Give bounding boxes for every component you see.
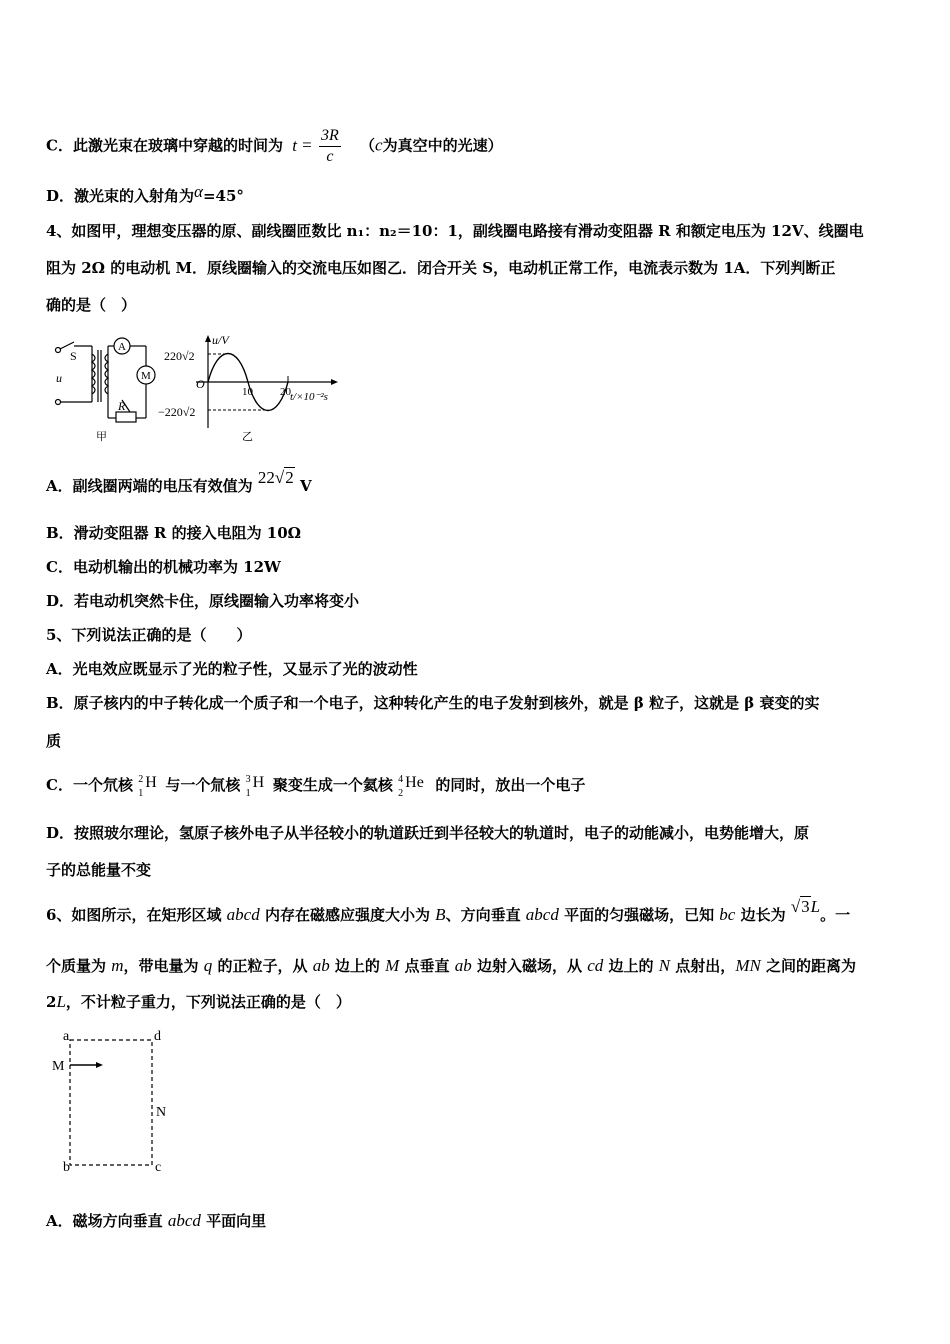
q5-option-d-line-2: 子的总能量不变 <box>46 861 152 879</box>
q6-field-symbol: B <box>435 905 446 924</box>
corner-d: d <box>154 1029 161 1044</box>
deuterium-symbol: H <box>145 774 157 791</box>
helium-symbol: He <box>405 774 424 791</box>
tritium-nuclide <box>245 774 268 799</box>
q3-option-c-label: C．此激光束在玻璃中穿越的时间为 <box>46 136 283 155</box>
q6-charge-symbol: q <box>203 956 213 975</box>
q6-text: 内存在磁感应强度大小为 <box>259 906 436 924</box>
figure-yi-label: 乙 <box>242 431 253 443</box>
figure-jia-label: 甲 <box>96 431 107 443</box>
tritium-symbol: H <box>252 774 265 791</box>
q5-option-c <box>46 774 586 799</box>
sqrt-radicand: 2 <box>285 468 294 487</box>
time-symbol: t <box>292 135 297 155</box>
q6-abcd: abcd <box>226 905 260 924</box>
q6-ab: ab <box>312 956 330 975</box>
q6-option-a-text: 平面向里 <box>200 1212 267 1230</box>
point-m: M <box>52 1059 65 1074</box>
alpha-symbol: α <box>194 182 203 201</box>
corner-c: c <box>155 1160 162 1175</box>
q6-option-a <box>46 1211 266 1231</box>
motor-label: M <box>141 370 151 382</box>
q3-option-d-label: D．激光束的入射角为 <box>46 187 195 205</box>
q5-option-a: A．光电效应既显示了光的粒子性，又显示了光的波动性 <box>46 660 418 678</box>
q6-text: 点垂直 <box>399 957 455 975</box>
y-tick-negative: −220√2 <box>158 405 196 419</box>
q6-bc: bc <box>719 905 736 924</box>
sqrt-expression: 22√2 <box>257 468 294 487</box>
fraction-numerator: 3R <box>319 126 341 147</box>
q6-text: 、方向垂直 <box>445 906 526 924</box>
q6-text: 边长为 <box>735 906 786 924</box>
q6-text: 的正粒子，从 <box>212 957 313 975</box>
q6-stem-line-1 <box>46 897 851 925</box>
corner-b: b <box>63 1160 70 1175</box>
q6-text: 平面的匀强磁场，已知 <box>558 906 720 924</box>
q6-point-m: M <box>385 956 400 975</box>
q6-option-a-text: A．磁场方向垂直 <box>46 1212 168 1230</box>
q4-stem-line-2: 阻为 2Ω 的电动机 M．原线圈输入的交流电压如图乙．闭合开关 S，电动机正常工作，电流表示数为 1A．下列判断正 <box>46 259 836 277</box>
q4-option-a-label: A．副线圈两端的电压有效值为 <box>46 477 253 495</box>
light-speed-symbol: c <box>375 135 383 155</box>
source-label: u <box>56 371 62 385</box>
q3-option-c-note-open: （ <box>360 136 376 155</box>
q6-text: 点射出， <box>670 957 736 975</box>
q4-option-b: B．滑动变阻器 R 的接入电阻为 10Ω <box>46 524 302 542</box>
q6-text: 。一 <box>820 906 851 924</box>
q5-option-c-part-1: C．一个氘核 <box>46 776 133 794</box>
x-tick-20: 20 <box>280 386 291 398</box>
q6-point-n: N <box>658 956 671 975</box>
equals-sign: = <box>302 135 312 155</box>
q5-stem: 5、下列说法正确的是（ ） <box>46 626 252 644</box>
deuterium-nuclide <box>138 774 160 799</box>
deuterium-atomic-number: 1 <box>138 788 144 799</box>
tritium-atomic-number: 1 <box>245 788 251 799</box>
arrow-head <box>96 1062 103 1068</box>
q6-text: 个质量为 <box>46 957 112 975</box>
helium-mass-number: 4 <box>398 774 404 785</box>
q5-option-d-line-1: D．按照玻尔理论，氢原子核外电子从半径较小的轨道跃迁到半径较大的轨道时，电子的动能减小，电势能增大，原 <box>46 824 810 842</box>
q6-mass-symbol: m <box>111 956 124 975</box>
q4-figure <box>46 330 366 445</box>
q5-option-b-line-2: 质 <box>46 732 62 750</box>
q6-cd: cd <box>587 956 604 975</box>
q6-mn: MN <box>735 956 761 975</box>
q6-text: 边上的 <box>603 957 659 975</box>
helium-atomic-number: 2 <box>398 788 404 799</box>
y-tick-positive: 220√2 <box>164 349 195 363</box>
q3-option-d <box>46 182 244 206</box>
fraction-denominator: c <box>326 148 334 165</box>
x-tick-10: 10 <box>242 386 253 398</box>
q6-text: 6、如图所示，在矩形区域 <box>46 906 227 924</box>
q4-stem-line-1: 4、如图甲，理想变压器的原、副线圈匝数比 n₁：n₂＝10：1，副线圈电路接有滑动变阻器 R 和额定电压为 12V、线圈电 <box>46 222 864 240</box>
q4-option-d: D．若电动机突然卡住，原线圈输入功率将变小 <box>46 592 360 610</box>
deuterium-mass-number: 2 <box>138 774 144 785</box>
y-axis-arrow <box>205 335 211 342</box>
q6-figure <box>46 1025 186 1175</box>
q3-option-d-value: =45° <box>202 187 244 205</box>
terminal-top <box>56 348 61 353</box>
sqrt-coefficient: 22 <box>257 468 275 487</box>
magnetic-field-region <box>70 1040 152 1165</box>
tritium-mass-number: 3 <box>245 774 251 785</box>
q6-text: 之间的距离为 <box>760 957 857 975</box>
q6-text: ，不计粒子重力，下列说法正确的是（ ） <box>65 993 351 1011</box>
q6-text: 2 <box>46 993 57 1011</box>
origin-label: O <box>196 377 205 391</box>
q4-stem-line-3: 确的是（ ） <box>46 296 137 314</box>
point-n: N <box>156 1105 167 1120</box>
q4-option-c: C．电动机输出的机械功率为 12W <box>46 558 281 576</box>
q5-option-b-line-1: B．原子核内的中子转化成一个质子和一个电子，这种转化产生的电子发射到核外，就是 β 粒子，这就是 β 衰变的实 <box>46 694 820 712</box>
q6-text: 边上的 <box>329 957 386 975</box>
ammeter-label: A <box>118 341 126 353</box>
q5-option-c-part-4: 的同时，放出一个电子 <box>435 776 586 794</box>
corner-a: a <box>63 1029 70 1044</box>
q6-text: 边射入磁场，从 <box>471 957 588 975</box>
q3-option-c-note: 为真空中的光速） <box>382 136 503 155</box>
q5-option-c-part-2: 与一个氚核 <box>165 776 241 794</box>
q4-option-a <box>46 468 312 496</box>
q6-text: ，带电量为 <box>123 957 204 975</box>
resistor-icon <box>116 412 136 422</box>
terminal-bottom <box>56 400 61 405</box>
sqrt-3-l: √3L <box>790 897 821 916</box>
x-axis-arrow <box>331 379 338 385</box>
q6-length-symbol: L <box>56 992 66 1011</box>
x-axis-label: t/×10⁻²s <box>290 391 328 403</box>
switch-label: S <box>70 349 77 363</box>
q6-stem-line-2 <box>46 956 856 976</box>
q6-abcd: abcd <box>525 905 559 924</box>
helium-nuclide <box>398 774 430 799</box>
q3-option-c <box>46 126 503 167</box>
y-axis-label: u/V <box>212 333 229 347</box>
q4-option-a-unit: V <box>299 477 312 495</box>
resistor-label: R <box>118 399 126 413</box>
q5-option-c-part-3: 聚变生成一个氦核 <box>272 776 393 794</box>
voltage-graph-yi <box>196 335 338 428</box>
sqrt-radicand: 3 <box>801 897 810 916</box>
fraction-3r-over-c <box>319 126 341 167</box>
q6-option-a-abcd: abcd <box>167 1211 201 1230</box>
q6-ab: ab <box>454 956 472 975</box>
switch-lever <box>60 342 74 349</box>
q6-stem-line-3 <box>46 992 351 1012</box>
length-symbol: L <box>810 897 821 916</box>
